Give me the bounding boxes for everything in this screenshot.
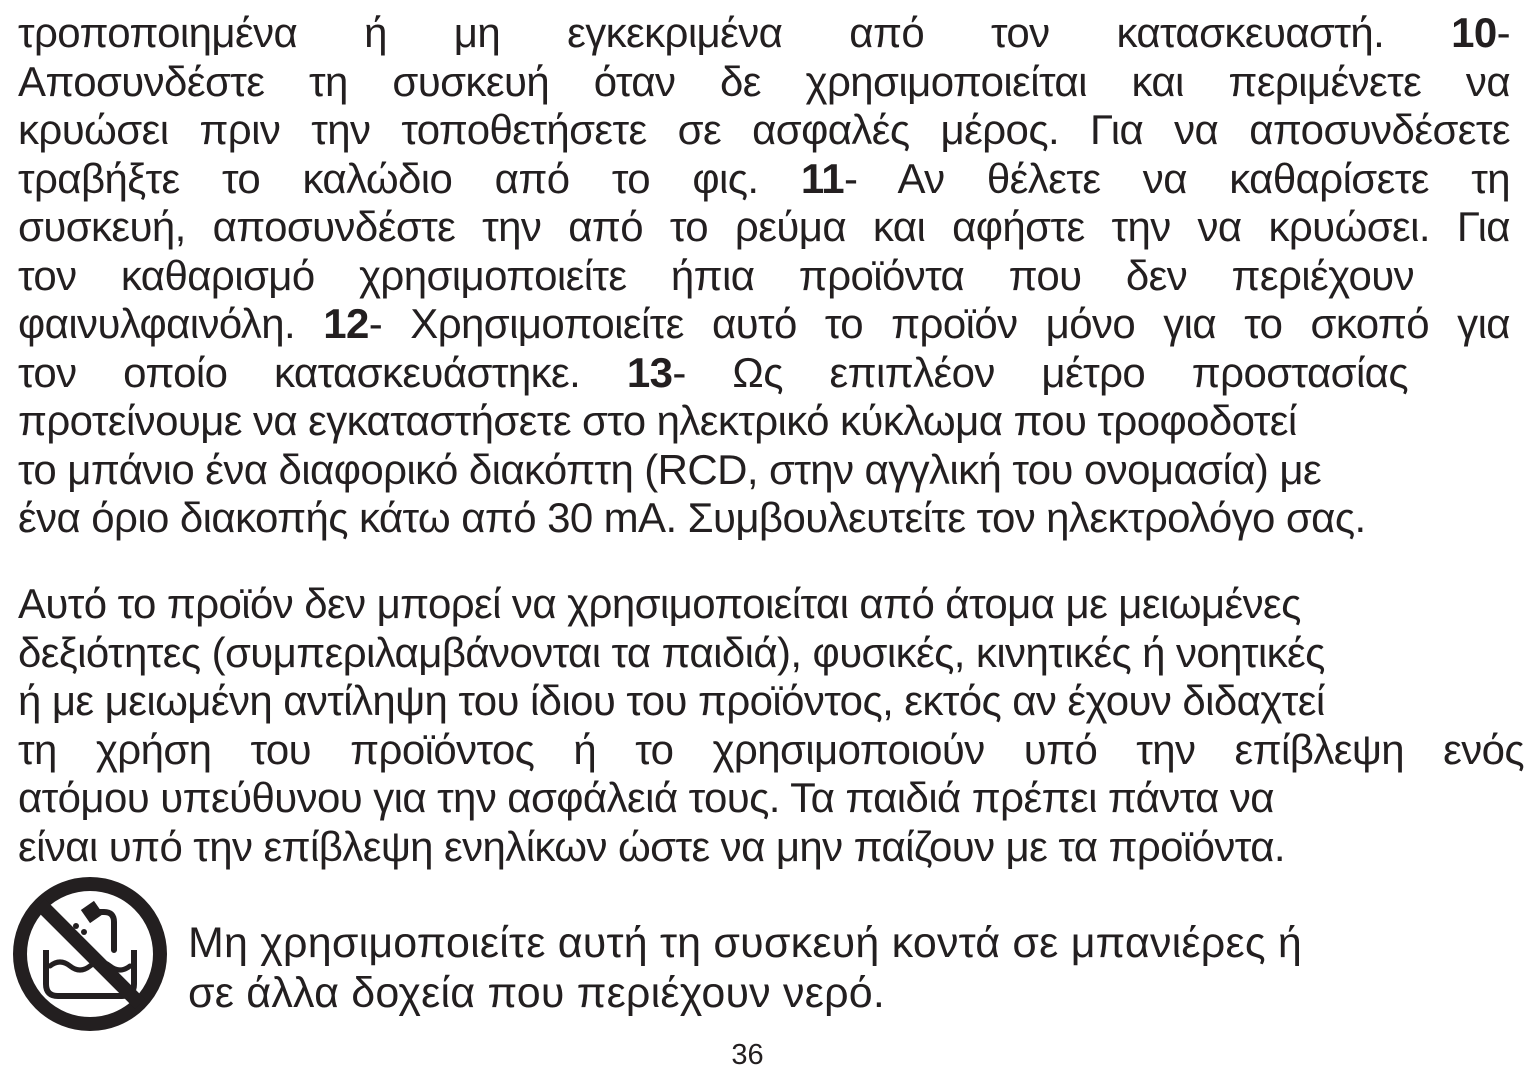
line-text: τροποποιημένα ή μη εγκεκριμένα από τον κατασκευαστή. <box>18 9 1385 56</box>
no-bathtub-icon <box>10 874 170 1034</box>
instruction-number: 12 <box>323 300 369 347</box>
line-text: - Αν θέλετε να καθαρίσετε τη <box>844 154 1510 202</box>
text-line: Μη χρησιμοποιείτε αυτή τη συσκευή κοντά σε μπανιέρες ή <box>188 919 1303 967</box>
text-line <box>18 349 1408 398</box>
warning-text <box>188 918 1488 1018</box>
text-line: προτείνουμε να εγκαταστήσετε στο ηλεκτρικό κύκλωμα που τροφοδοτεί <box>18 397 1297 444</box>
text-line: δεξιότητες (συμπεριλαμβάνονται τα παιδιά), φυσικές, κινητικές ή νοητικές <box>18 628 1325 676</box>
text-line: σε άλλα δοχεία που περιέχουν νερό. <box>188 969 886 1017</box>
user-restrictions-paragraph <box>18 580 1524 871</box>
line-text: - Χρησιμοποιείτε αυτό το προϊόν μόνο για το σκοπό για <box>368 300 1510 347</box>
text-line: ατόμου υπεύθυνου για την ασφάλειά τους. Τα παιδιά πρέπει πάντα να <box>18 774 1274 821</box>
bathtub-warning <box>10 874 1510 1024</box>
text-line: ή με μειωμένη αντίληψη του ίδιου του προϊόντος, εκτός αν έχουν διδαχτεί <box>18 677 1325 724</box>
text-line: το μπάνιο ένα διαφορικό διακόπτη (RCD, στην αγγλική του ονομασία) με <box>18 445 1322 493</box>
text-line: κρυώσει πριν την τοποθετήσετε σε ασφαλές μέρος. Για να αποσυνδέσετε <box>18 106 1510 153</box>
text-line: συσκευή, αποσυνδέστε την από το ρεύμα και αφήστε την να κρυώσει. Για <box>18 203 1510 250</box>
text-line <box>18 300 1510 349</box>
text-line: Αυτό το προϊόν δεν μπορεί να χρησιμοποιείται από άτομα με μειωμένες <box>18 580 1301 627</box>
instruction-number: 11 <box>800 154 845 202</box>
text-line: Αποσυνδέστε τη συσκευή όταν δε χρησιμοποιείται και περιμένετε να <box>18 57 1510 105</box>
line-text: τον οποίο κατασκευάστηκε. <box>18 348 581 396</box>
text-line: τον καθαρισμό χρησιμοποιείτε ήπια προϊόντα που δεν περιέχουν <box>18 251 1414 299</box>
text-line: ένα όριο διακοπής κάτω από 30 mA. Συμβουλευτείτε τον ηλεκτρολόγο σας. <box>18 494 1366 541</box>
text-line <box>18 9 1510 58</box>
line-text: τη χρήση του προϊόντος ή το χρησιμοποιούν υπό την επίβλεψη ενός <box>18 725 1524 773</box>
text-line <box>18 155 1510 204</box>
text-line: είναι υπό την επίβλεψη ενηλίκων ώστε να μην παίζουν με τα προϊόντα. <box>18 822 1285 870</box>
instruction-number: 13 <box>626 348 673 396</box>
line-text: - Ως επιπλέον μέτρο προστασίας <box>672 348 1408 396</box>
line-text: - <box>1496 9 1510 56</box>
line-text: φαινυλφαινόλη. <box>18 300 296 347</box>
page-number: 36 <box>731 1039 764 1071</box>
instruction-number: 10 <box>1451 9 1497 56</box>
line-text: τραβήξτε το καλώδιο από το φις. <box>18 154 759 202</box>
text-line <box>18 726 1524 775</box>
safety-instructions-paragraph <box>18 9 1510 543</box>
